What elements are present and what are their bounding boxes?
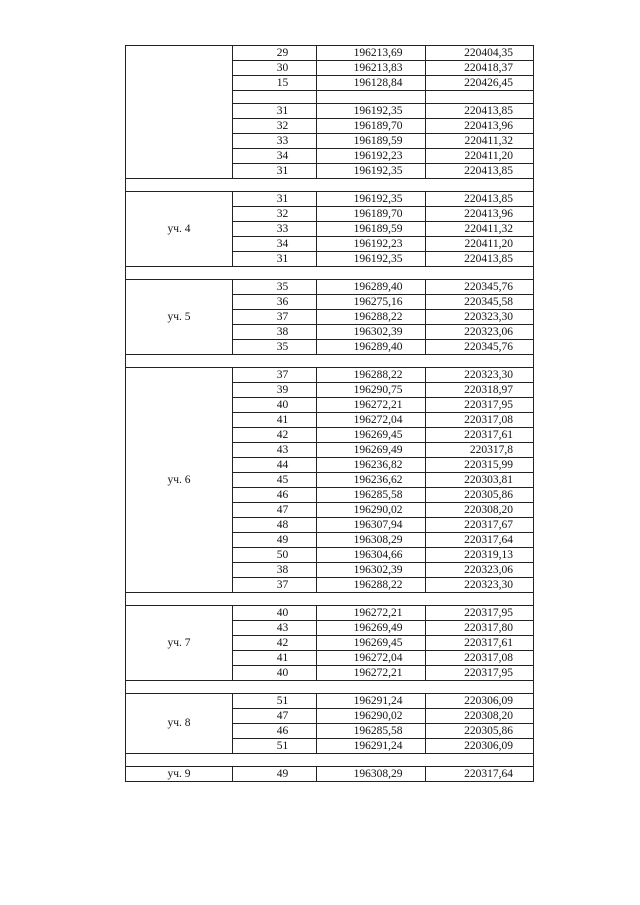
point-number-cell: 33 xyxy=(233,134,317,149)
gap-cell xyxy=(126,681,534,694)
y-coordinate-cell: 220413,85 xyxy=(426,104,534,119)
y-coordinate-cell: 220345,76 xyxy=(426,280,534,295)
table-row xyxy=(126,606,534,621)
x-coordinate-cell: 196307,94 xyxy=(317,518,426,533)
point-number-cell: 48 xyxy=(233,518,317,533)
point-number-cell: 51 xyxy=(233,739,317,754)
x-coordinate-cell: 196288,22 xyxy=(317,310,426,325)
point-number-cell: 39 xyxy=(233,383,317,398)
y-coordinate-cell: 220317,95 xyxy=(426,666,534,681)
x-coordinate-cell: 196213,69 xyxy=(317,46,426,61)
x-coordinate-cell: 196290,02 xyxy=(317,503,426,518)
x-coordinate-cell: 196290,75 xyxy=(317,383,426,398)
x-coordinate-cell: 196288,22 xyxy=(317,578,426,593)
point-number-cell: 31 xyxy=(233,104,317,119)
section-label: уч. 5 xyxy=(126,280,233,355)
gap-cell xyxy=(126,355,534,368)
y-coordinate-cell: 220413,96 xyxy=(426,119,534,134)
empty-cell xyxy=(426,91,534,104)
table-row xyxy=(126,767,534,782)
point-number-cell: 41 xyxy=(233,413,317,428)
x-coordinate-cell: 196289,40 xyxy=(317,280,426,295)
point-number-cell: 34 xyxy=(233,237,317,252)
coordinates-table-body xyxy=(126,46,534,782)
y-coordinate-cell: 220411,32 xyxy=(426,134,534,149)
x-coordinate-cell: 196192,35 xyxy=(317,192,426,207)
point-number-cell: 40 xyxy=(233,398,317,413)
point-number-cell: 42 xyxy=(233,636,317,651)
x-coordinate-cell: 196189,70 xyxy=(317,207,426,222)
point-number-cell: 38 xyxy=(233,325,317,340)
point-number-cell: 43 xyxy=(233,621,317,636)
table-row xyxy=(126,280,534,295)
point-number-cell: 42 xyxy=(233,428,317,443)
x-coordinate-cell: 196189,70 xyxy=(317,119,426,134)
x-coordinate-cell: 196236,82 xyxy=(317,458,426,473)
gap-cell xyxy=(126,179,534,192)
x-coordinate-cell: 196285,58 xyxy=(317,724,426,739)
x-coordinate-cell: 196189,59 xyxy=(317,222,426,237)
section-gap-row xyxy=(126,593,534,606)
y-coordinate-cell: 220305,86 xyxy=(426,724,534,739)
point-number-cell: 31 xyxy=(233,192,317,207)
x-coordinate-cell: 196290,02 xyxy=(317,709,426,724)
point-number-cell: 33 xyxy=(233,222,317,237)
x-coordinate-cell: 196128,84 xyxy=(317,76,426,91)
x-coordinate-cell: 196272,04 xyxy=(317,651,426,666)
point-number-cell: 46 xyxy=(233,724,317,739)
y-coordinate-cell: 220413,85 xyxy=(426,192,534,207)
y-coordinate-cell: 220323,06 xyxy=(426,325,534,340)
point-number-cell: 47 xyxy=(233,709,317,724)
section-label: уч. 6 xyxy=(126,368,233,593)
point-number-cell: 44 xyxy=(233,458,317,473)
y-coordinate-cell: 220323,30 xyxy=(426,368,534,383)
x-coordinate-cell: 196272,04 xyxy=(317,413,426,428)
point-number-cell: 47 xyxy=(233,503,317,518)
x-coordinate-cell: 196285,58 xyxy=(317,488,426,503)
y-coordinate-cell: 220345,58 xyxy=(426,295,534,310)
y-coordinate-cell: 220317,08 xyxy=(426,651,534,666)
x-coordinate-cell: 196272,21 xyxy=(317,606,426,621)
y-coordinate-cell: 220323,06 xyxy=(426,563,534,578)
x-coordinate-cell: 196308,29 xyxy=(317,767,426,782)
x-coordinate-cell: 196189,59 xyxy=(317,134,426,149)
x-coordinate-cell: 196192,35 xyxy=(317,252,426,267)
y-coordinate-cell: 220418,37 xyxy=(426,61,534,76)
point-number-cell: 43 xyxy=(233,443,317,458)
x-coordinate-cell: 196291,24 xyxy=(317,694,426,709)
point-number-cell: 49 xyxy=(233,767,317,782)
point-number-cell: 29 xyxy=(233,46,317,61)
y-coordinate-cell: 220404,35 xyxy=(426,46,534,61)
coordinates-table xyxy=(125,45,534,782)
x-coordinate-cell: 196308,29 xyxy=(317,533,426,548)
point-number-cell: 45 xyxy=(233,473,317,488)
point-number-cell: 37 xyxy=(233,368,317,383)
x-coordinate-cell: 196192,35 xyxy=(317,164,426,179)
point-number-cell: 37 xyxy=(233,310,317,325)
y-coordinate-cell: 220413,85 xyxy=(426,164,534,179)
y-coordinate-cell: 220413,96 xyxy=(426,207,534,222)
x-coordinate-cell: 196272,21 xyxy=(317,398,426,413)
y-coordinate-cell: 220305,86 xyxy=(426,488,534,503)
x-coordinate-cell: 196269,49 xyxy=(317,443,426,458)
y-coordinate-cell: 220315,99 xyxy=(426,458,534,473)
point-number-cell: 30 xyxy=(233,61,317,76)
y-coordinate-cell: 220323,30 xyxy=(426,310,534,325)
y-coordinate-cell: 220317,64 xyxy=(426,533,534,548)
y-coordinate-cell: 220317,08 xyxy=(426,413,534,428)
point-number-cell: 31 xyxy=(233,164,317,179)
section-label: уч. 9 xyxy=(126,767,233,782)
point-number-cell: 40 xyxy=(233,606,317,621)
x-coordinate-cell: 196269,49 xyxy=(317,621,426,636)
y-coordinate-cell: 220317,95 xyxy=(426,606,534,621)
section-label: уч. 7 xyxy=(126,606,233,681)
section-gap-row xyxy=(126,267,534,280)
point-number-cell: 38 xyxy=(233,563,317,578)
point-number-cell: 36 xyxy=(233,295,317,310)
point-number-cell: 37 xyxy=(233,578,317,593)
y-coordinate-cell: 220411,20 xyxy=(426,149,534,164)
section-gap-row xyxy=(126,681,534,694)
y-coordinate-cell: 220426,45 xyxy=(426,76,534,91)
x-coordinate-cell: 196289,40 xyxy=(317,340,426,355)
y-coordinate-cell: 220411,20 xyxy=(426,237,534,252)
table-row xyxy=(126,694,534,709)
x-coordinate-cell: 196304,66 xyxy=(317,548,426,563)
y-coordinate-cell: 220413,85 xyxy=(426,252,534,267)
x-coordinate-cell: 196275,16 xyxy=(317,295,426,310)
point-number-cell: 32 xyxy=(233,119,317,134)
x-coordinate-cell: 196213,83 xyxy=(317,61,426,76)
point-number-cell: 46 xyxy=(233,488,317,503)
x-coordinate-cell: 196272,21 xyxy=(317,666,426,681)
y-coordinate-cell: 220317,61 xyxy=(426,636,534,651)
x-coordinate-cell: 196269,45 xyxy=(317,636,426,651)
point-number-cell: 35 xyxy=(233,340,317,355)
x-coordinate-cell: 196288,22 xyxy=(317,368,426,383)
y-coordinate-cell: 220317,64 xyxy=(426,767,534,782)
point-number-cell: 41 xyxy=(233,651,317,666)
gap-cell xyxy=(126,267,534,280)
x-coordinate-cell: 196192,35 xyxy=(317,104,426,119)
y-coordinate-cell: 220323,30 xyxy=(426,578,534,593)
x-coordinate-cell: 196302,39 xyxy=(317,325,426,340)
table-row xyxy=(126,368,534,383)
gap-cell xyxy=(126,593,534,606)
y-coordinate-cell: 220317,95 xyxy=(426,398,534,413)
y-coordinate-cell: 220317,8 xyxy=(426,443,534,458)
point-number-cell: 49 xyxy=(233,533,317,548)
y-coordinate-cell: 220319,13 xyxy=(426,548,534,563)
y-coordinate-cell: 220308,20 xyxy=(426,709,534,724)
empty-cell xyxy=(317,91,426,104)
point-number-cell: 35 xyxy=(233,280,317,295)
x-coordinate-cell: 196236,62 xyxy=(317,473,426,488)
point-number-cell: 34 xyxy=(233,149,317,164)
x-coordinate-cell: 196192,23 xyxy=(317,237,426,252)
section-gap-row xyxy=(126,179,534,192)
y-coordinate-cell: 220317,61 xyxy=(426,428,534,443)
y-coordinate-cell: 220318,97 xyxy=(426,383,534,398)
section-gap-row xyxy=(126,355,534,368)
section-label: уч. 8 xyxy=(126,694,233,754)
y-coordinate-cell: 220345,76 xyxy=(426,340,534,355)
y-coordinate-cell: 220306,09 xyxy=(426,739,534,754)
point-number-cell: 51 xyxy=(233,694,317,709)
y-coordinate-cell: 220317,80 xyxy=(426,621,534,636)
table-row xyxy=(126,46,534,61)
y-coordinate-cell: 220306,09 xyxy=(426,694,534,709)
x-coordinate-cell: 196269,45 xyxy=(317,428,426,443)
point-number-cell: 50 xyxy=(233,548,317,563)
point-number-cell: 15 xyxy=(233,76,317,91)
section-label: уч. 4 xyxy=(126,192,233,267)
x-coordinate-cell: 196291,24 xyxy=(317,739,426,754)
section-gap-row xyxy=(126,754,534,767)
gap-cell xyxy=(126,754,534,767)
point-number-cell: 32 xyxy=(233,207,317,222)
y-coordinate-cell: 220308,20 xyxy=(426,503,534,518)
section-label xyxy=(126,46,233,179)
point-number-cell: 40 xyxy=(233,666,317,681)
x-coordinate-cell: 196302,39 xyxy=(317,563,426,578)
y-coordinate-cell: 220317,67 xyxy=(426,518,534,533)
empty-cell xyxy=(233,91,317,104)
point-number-cell: 31 xyxy=(233,252,317,267)
y-coordinate-cell: 220303,81 xyxy=(426,473,534,488)
y-coordinate-cell: 220411,32 xyxy=(426,222,534,237)
table-row xyxy=(126,192,534,207)
x-coordinate-cell: 196192,23 xyxy=(317,149,426,164)
